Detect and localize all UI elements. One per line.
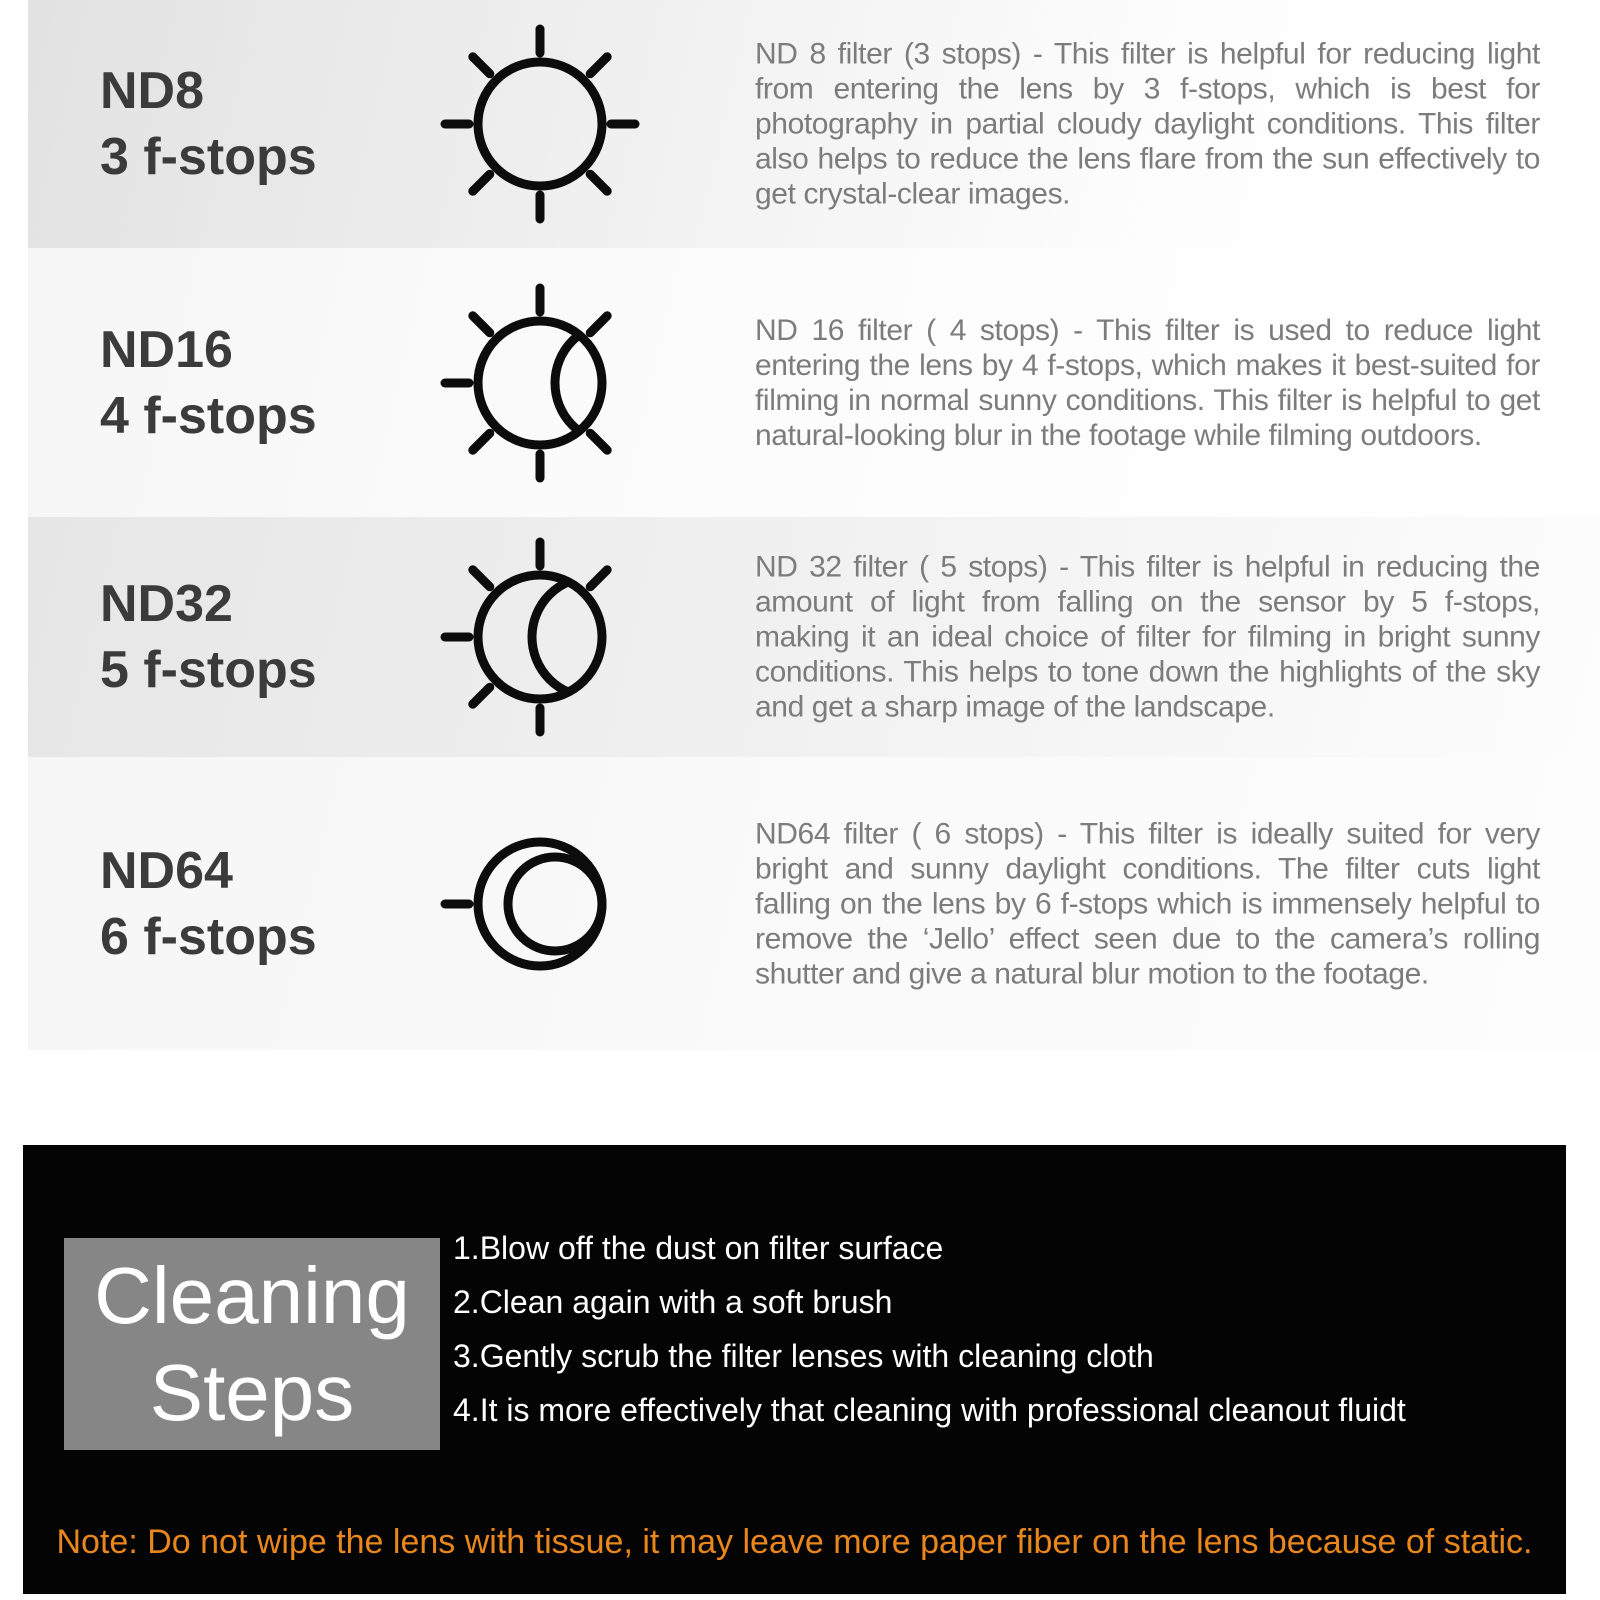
filter-description: ND 32 filter ( 5 stops) - This filter is helpful in reducing the amount of light from falling on the sensor by 5 f-stops, making it an ideal choice of filter for filming in bright sunny conditions. This helps to tone down the highlights of the sky and get a sharp image of the landscape. [755, 550, 1540, 724]
cleaning-step-1: 1.Blow off the dust on filter surface [453, 1230, 944, 1266]
cleaning-steps-title-box [64, 1238, 440, 1450]
cleaning-step-2: 2.Clean again with a soft brush [453, 1284, 893, 1320]
cleaning-step-3: 3.Gently scrub the filter lenses with cleaning cloth [453, 1338, 1154, 1374]
filter-stops: 4 f-stops [100, 386, 317, 445]
filter-name: ND16 [100, 320, 233, 379]
filter-name: ND32 [100, 575, 233, 633]
sun-full-icon [420, 4, 660, 244]
filter-label [100, 58, 317, 190]
filter-stops: 5 f-stops [100, 641, 317, 699]
filter-row-nd64 [28, 757, 1600, 1050]
filter-row-nd32 [28, 517, 1600, 757]
filter-label [100, 571, 317, 703]
filter-label [100, 838, 317, 970]
filter-stops: 6 f-stops [100, 907, 317, 966]
cleaning-step-4: 4.It is more effectively that cleaning with professional cleanout fluidt [453, 1392, 1406, 1428]
cleaning-steps-list [453, 1228, 1406, 1430]
cleaning-title-line1: Cleaning [94, 1251, 410, 1340]
filter-row-nd16 [28, 248, 1600, 517]
warning-note: Note: Do not wipe the lens with tissue, it may leave more paper fiber on the lens because of static. [56, 1523, 1533, 1561]
filter-name: ND64 [100, 841, 233, 900]
cleaning-panel [23, 1145, 1566, 1594]
filter-label [100, 317, 317, 449]
cleaning-title-line2: Steps [149, 1348, 355, 1437]
filter-name: ND8 [100, 62, 205, 120]
filter-stops: 3 f-stops [100, 128, 317, 186]
filter-description: ND 16 filter ( 4 stops) - This filter is used to reduce light entering the lens by 4 f-stops, which makes it best-suited for filming in normal sunny conditions. This filter is helpful to get natural-looking blur in the footage while filming outdoors. [755, 313, 1540, 452]
filter-description: ND 8 filter (3 stops) - This filter is helpful for reducing light from entering the lens by 3 f-stops, which is best for photography in partial cloudy daylight conditions. This filter also helps to reduce the lens flare from the sun effectively to get crystal-clear images. [755, 37, 1540, 211]
sun-mostly-covered-icon [420, 517, 660, 757]
filter-row-nd8 [28, 0, 1600, 248]
filter-description: ND64 filter ( 6 stops) - This filter is ideally suited for very bright and sunny daylight conditions. The filter cuts light falling on the lens by 6 f-stops which is immensely helpful to remove the ‘Jello’ effect seen due to the camera’s rolling shutter and give a natural blur motion to the footage. [755, 817, 1540, 990]
sun-slightly-covered-icon [420, 263, 660, 503]
moon-eclipse-icon [420, 784, 660, 1024]
